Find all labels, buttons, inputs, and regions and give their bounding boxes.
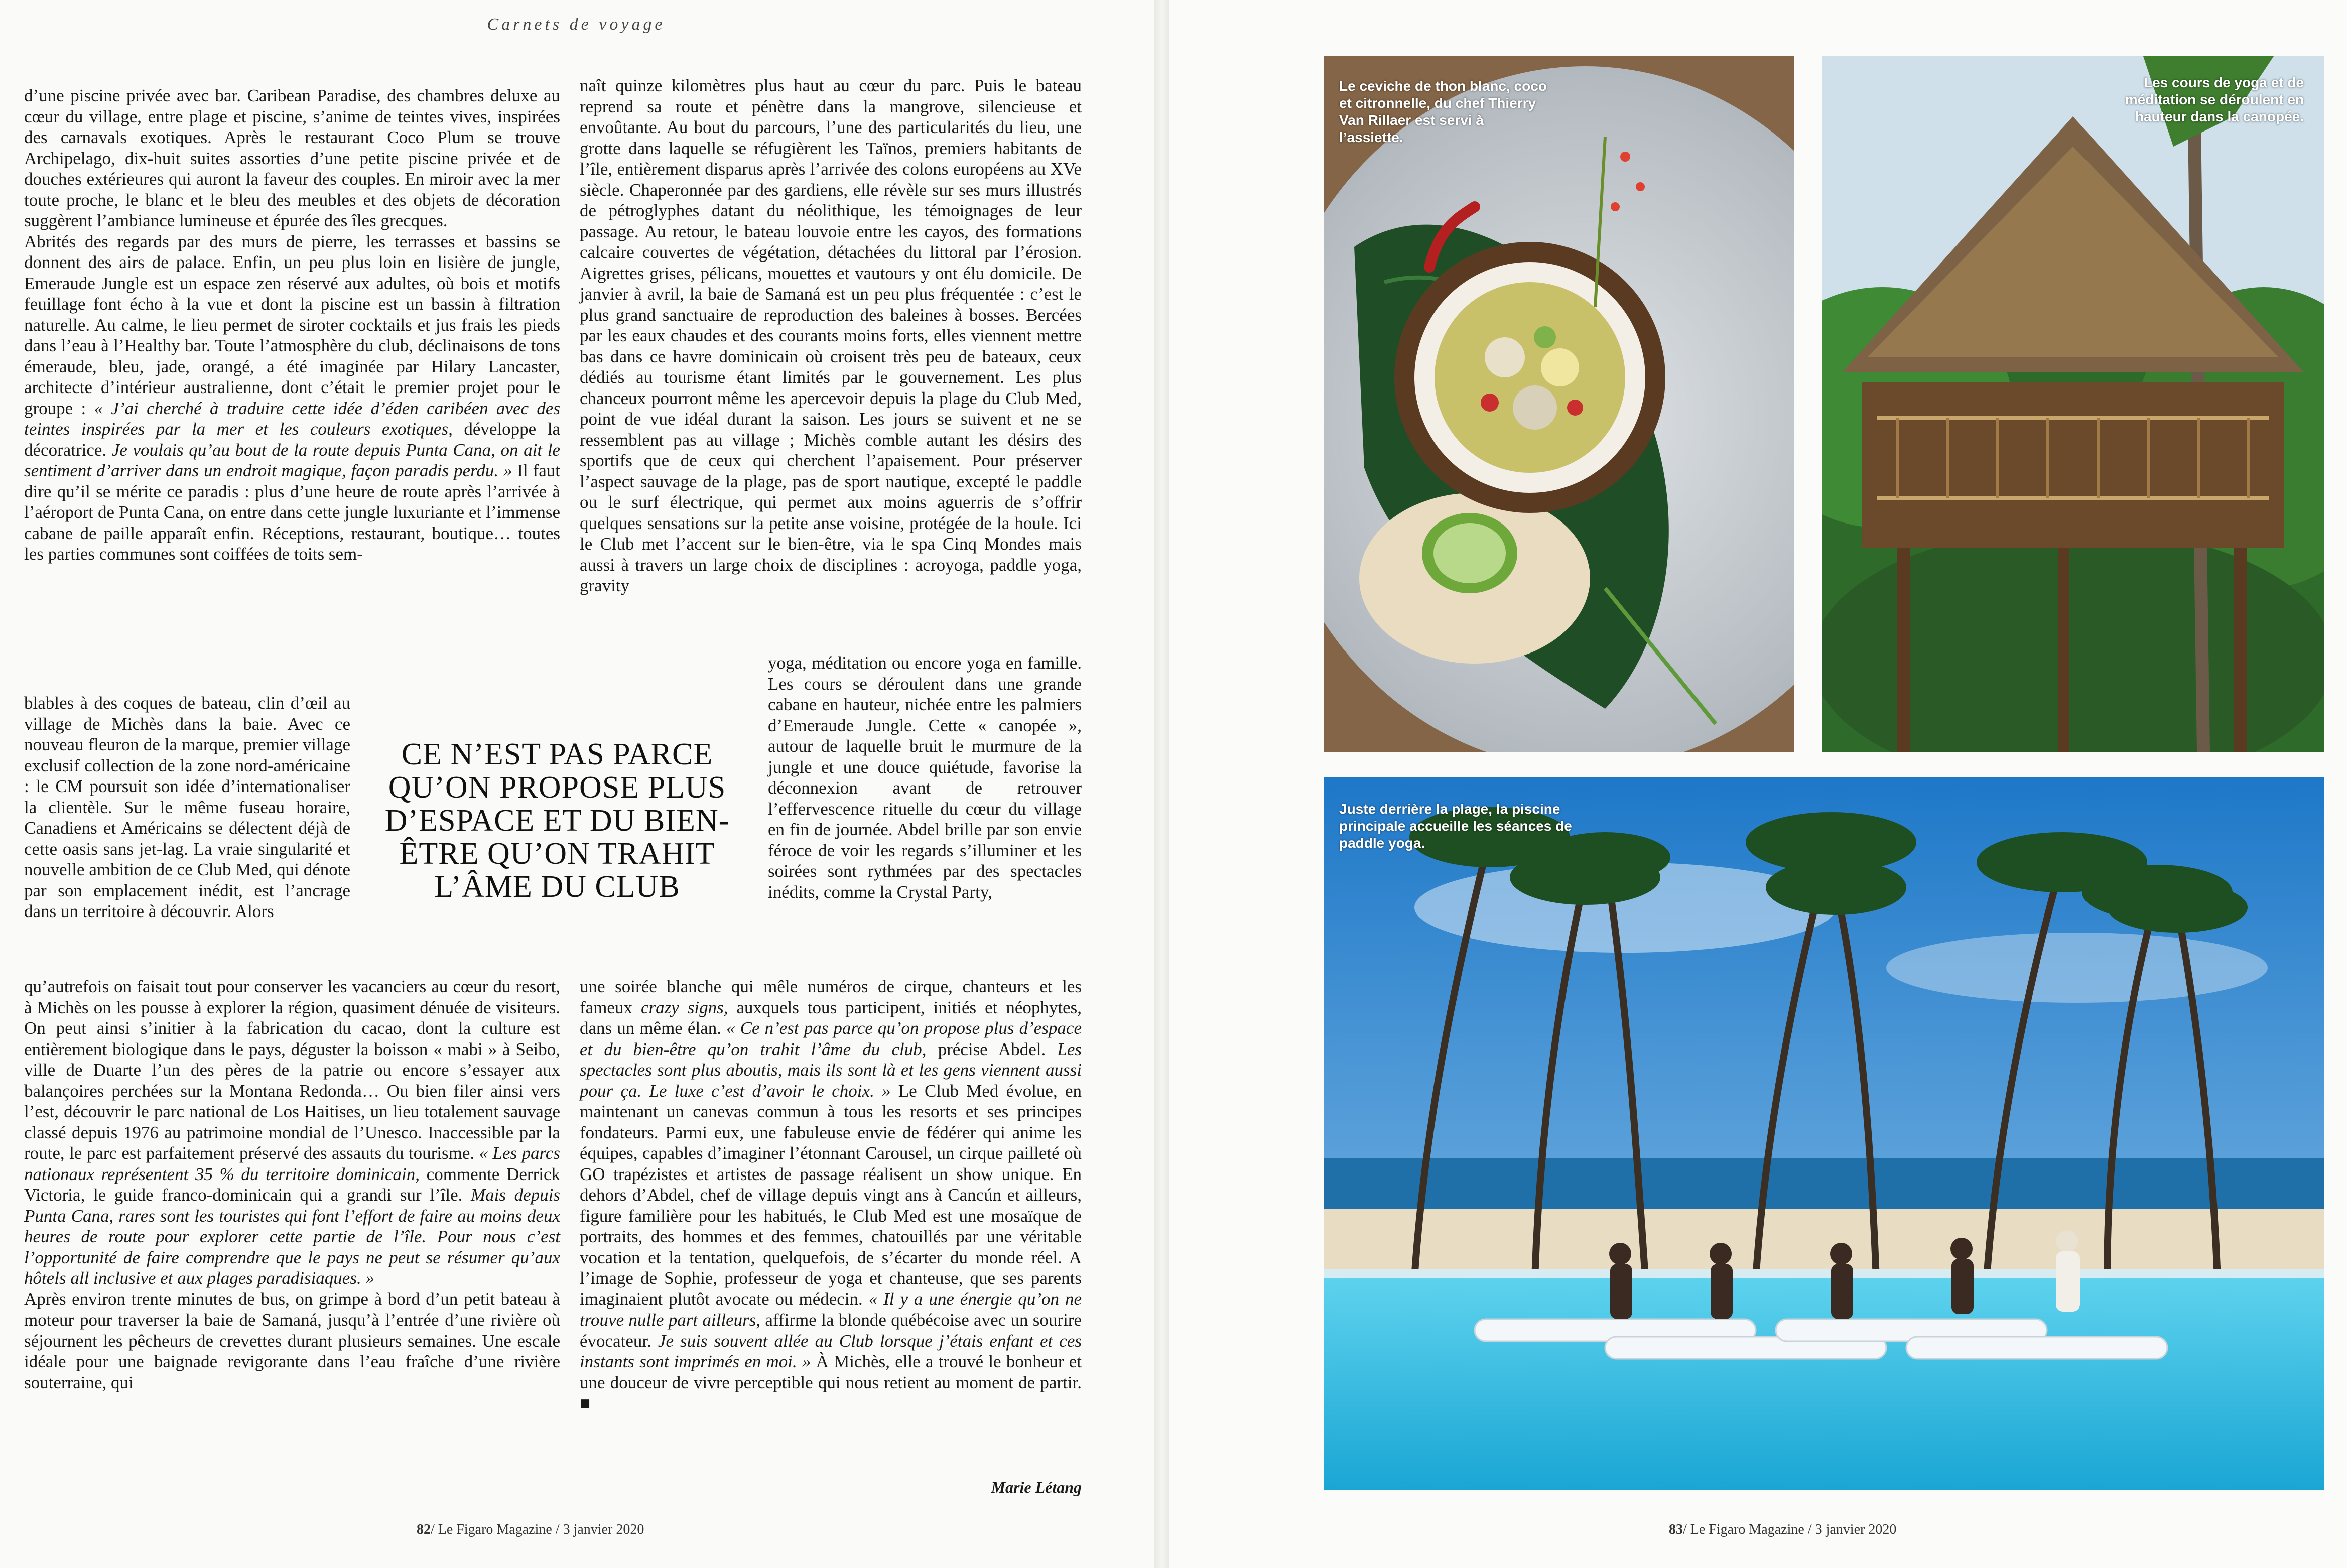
article-column-1-narrow <box>24 693 350 922</box>
yoga-cabin-photo <box>1822 56 2324 752</box>
paragraph: naît quinze kilomètres plus haut au cœur du parc. Puis le bateau reprend sa route et pénètre dans la mangrove, silencieuse et envoûtante. Au bout du parcours, l’une des particularités du lieu, une grotte dans laquelle se réfugièrent les Taïnos, premiers habitants de l’île, entièrement disparus après l’arrivée des colons européens au XVe siècle. Chaperonnée par des gardiens, elle révèle sur ses murs illustrés de pétroglyphes datant du néolithique, les témoignages de leur passage. Au retour, le bateau louvoie entre les cayos, des formations calcaire couvertes de végétation, détachées du littoral par l’érosion. Aigrettes grises, pélicans, mouettes et vautours y ont élu domicile. De janvier à avril, la baie de Samaná est un peu plus fréquentée : c’est le plus grand sanctuaire de reproduction des baleines à bosses. Bercées par les eaux chaudes et des courants moins forts, elles viennent mettre bas dans ce havre dominicain où croisent très peu de bateaux, ceux dédiés au tourisme étant limités par le gouvernement. Les plus chanceux pourront même les apercevoir depuis la plage du Club Med, point de vue idéal durant la saison. Les jours se suivent et ne se ressemblent pas au village ; Michès comble autant les désirs des sportifs que de ceux qui cherchent l’apaisement. Pour préserver l’aspect sauvage de la plage, pas de sport nautique, excepté le paddle ou le surf électrique, qui permet aux moins aguerris de s’offrir quelques sensations sur la petite anse voisine, protégée de la houle. Ici le Club met l’accent sur le bien-être, via le spa Cinq Mondes mais aussi à travers un large choix de disciplines : acroyoga, paddle yoga, gravity <box>580 76 1082 595</box>
ceviche-photo <box>1324 56 1794 752</box>
ceviche-caption: Le ceviche de thon blanc, coco et citronnelle, du chef Thierry Van Rillaer est servi à l’assiette. <box>1339 78 1547 145</box>
article-column-1 <box>24 85 560 565</box>
author-byline: Marie Létang <box>991 1478 1082 1496</box>
page-number: 82 <box>417 1522 431 1537</box>
article-column-2 <box>580 75 1082 596</box>
page-footer-right <box>1669 1522 1896 1538</box>
ceviche-illustration <box>1324 56 1794 752</box>
article-column-2-narrow <box>768 652 1082 902</box>
article-column-1-bottom <box>24 976 560 1393</box>
spine-gutter <box>1154 0 1169 1568</box>
page-number: 83 <box>1669 1522 1683 1537</box>
paragraph: d’une piscine privée avec bar. Caribean Paradise, des chambres deluxe au cœur du village, entre plage et piscine, s’anime de teintes vives, inspirées des carnavals exotiques. Après le restaurant Coco Plum se trouve Archipelago, dix-huit suites assorties d’une petite piscine privée et de douches extérieures qui auront la faveur des couples. En miroir avec la mer toute proche, le blanc et le bleu des meubles et des objets de décoration suggèrent l’ambiance lumineuse et épurée des îles grecques. Abrités des regards par des murs de pierre, les terrasses et bassins se donnent des airs de palace. Enfin, un peu plus loin en lisière de jungle, Emeraude Jungle est un espace zen réservé aux adultes, où bois et motifs feuillage font écho à la vue et dont la piscine est un bassin à filtration naturelle. Au calme, le lieu permet de siroter cocktails et jus frais les pieds dans l’eau à l’Healthy bar. Toute l’atmosphère du club, déclinaisons de tons émeraude, bleu, jade, orangé, a été imaginée par Hilary Lancaster, architecte d’intérieur australienne, dont c’était le premier projet pour le groupe : « J’ai cherché à traduire cette idée d’éden caribéen avec des teintes inspirées par la mer et les couleurs exotiques, développe la décoratrice. Je voulais qu’au bout de la route depuis Punta Cana, on ait le sentiment d’arriver dans un endroit magique, façon paradis perdu. » Il faut dire qu’il se mérite ce paradis : plus d’une heure de route après l’arrivée à l’aéroport de Punta Cana, on entre dans cette jungle luxuriante et l’immense cabane de paille apparaît enfin. Réceptions, restaurant, boutique… toutes les parties communes sont coiffées de toits sem- <box>24 86 561 564</box>
article-column-2-bottom <box>580 976 1082 1414</box>
page-footer-left <box>417 1522 644 1538</box>
yoga-cabin-illustration <box>1822 56 2324 752</box>
paragraph: blables à des coques de bateau, clin d’œil au village de Michès dans la baie. Avec ce nouveau fleuron de la marque, premier village exclusif collection de la zone nord-américaine : le CM poursuit son idée d’internationaliser la clientèle. Sur le même fuseau horaire, Canadiens et Américains se délectent déjà de cette oasis sans jet-lag. La vraie singularité et nouvelle ambition de ce Club Med, qui dénote par son emplacement inédit, est l’ancrage dans un territoire à découvrir. Alors <box>24 693 350 921</box>
pool-caption: Juste derrière la plage, la piscine principale accueille les séances de paddle yoga. <box>1339 801 1572 851</box>
paragraph: qu’autrefois on faisait tout pour conserver les vacanciers au cœur du resort, à Michès on les pousse à explorer la région, quasiment dénuée de visiteurs. On peut ainsi s’initier à la fabrication du cacao, dont la culture est entièrement biologique dans le pays, déguster la boisson « mabi » à Seibo, ville de Duarte l’un des pères de la patrie ou encore s’essayer aux balançoires perchées sur la Montana Redonda… Ou bien filer ainsi vers l’est, découvrir le parc national de Los Haitises, un lieu totalement sauvage classé depuis 1976 au patrimoine mondial de l’Unesco. Inaccessible par la route, le parc est parfaitement préservé des assauts du tourisme. « Les parcs nationaux représentent 35 % du territoire dominicain, commente Derrick Victoria, le guide franco-dominicain qui a grandi sur l’île. Mais depuis Punta Cana, rares sont les touristes qui font l’effort de faire au moins deux heures de route pour explorer cette partie de l’île. Pour nous c’est l’opportunité de faire comprendre que le pays ne peut se résumer qu’aux hôtels all inclusive et aux plages paradisiaques. » Après environ trente minutes de bus, on grimpe à bord d’un petit bateau à moteur pour traverser la baie de Samaná, jusqu’à l’entrée d’une rivière où séjournent les pêcheurs de crevettes durant plusieurs semaines. Une escale idéale pour une baignade revigorante dans l’eau fraîche d’une rivière souterraine, qui <box>24 977 560 1392</box>
section-header: Carnets de voyage <box>487 15 666 34</box>
pull-quote: CE N’EST PAS PARCE QU’ON PROPOSE PLUS D’ESPACE ET DU BIEN-ÊTRE QU’ON TRAHIT L’ÂME DU CLUB <box>384 737 730 904</box>
publication-info: / Le Figaro Magazine / 3 janvier 2020 <box>431 1522 644 1537</box>
paragraph: yoga, méditation ou encore yoga en famille. Les cours se déroulent dans une grande cabane en hauteur, nichée entre les palmiers d’Emeraude Jungle. Cette « canopée », autour de laquelle bruit le murmure de la jungle et une douce quiétude, favorise la déconnexion avant de retrouver l’effervescence rituelle du cœur du village en fin de journée. Abdel brille par son envie féroce de voir les regards s’illuminer et les soirées sont rythmées par des spectacles inédits, comme la Crystal Party, <box>768 653 1082 902</box>
pool-illustration <box>1324 777 2324 1490</box>
yoga-cabin-caption: Les cours de yoga et de méditation se déroulent en hauteur dans la canopée. <box>2125 75 2304 124</box>
pool-photo <box>1324 777 2324 1490</box>
left-page <box>0 0 1154 1568</box>
publication-info: / Le Figaro Magazine / 3 janvier 2020 <box>1683 1522 1897 1537</box>
paragraph: une soirée blanche qui mêle numéros de cirque, chanteurs et les fameux crazy signs, auxquels tous participent, initiés et néophytes, dans un même élan. « Ce n’est pas parce qu’on propose plus d’espace et du bien-être qu’on trahit l’âme du club, précise Abdel. Les spectacles sont plus aboutis, mais ils sont là et les gens viennent aussi pour ça. Le luxe c’est d’avoir le choix. » Le Club Med évolue, en maintenant un canevas commun à tous les resorts et ses principes fondateurs. Parmi eux, une fabuleuse envie de fédérer qui anime les équipes, capables d’imaginer l’étonnant Carousel, un cirque pailleté où GO trapézistes et artistes de passage réalisent un show unique. En dehors d’Abdel, chef de village depuis vingt ans à Cancún et ailleurs, figure familière pour les habitués, le Club Med est une mosaïque de portraits, des hommes et des femmes, chatouillés par une véritable vocation et la tentation, quelquefois, de s’écarter du monde réel. A l’image de Sophie, professeur de yoga et chanteuse, que ses parents imaginaient plutôt avocate ou médecin. « Il y a une énergie qu’on ne trouve nulle part ailleurs, affirme la blonde québécoise avec un sourire évocateur. Je suis souvent allée au Club lorsque j’étais enfant et ces instants sont imprimés en moi. » À Michès, elle a trouvé le bonheur et une douceur de vivre perceptible qui nous retient au moment de partir. ■ <box>580 977 1082 1413</box>
